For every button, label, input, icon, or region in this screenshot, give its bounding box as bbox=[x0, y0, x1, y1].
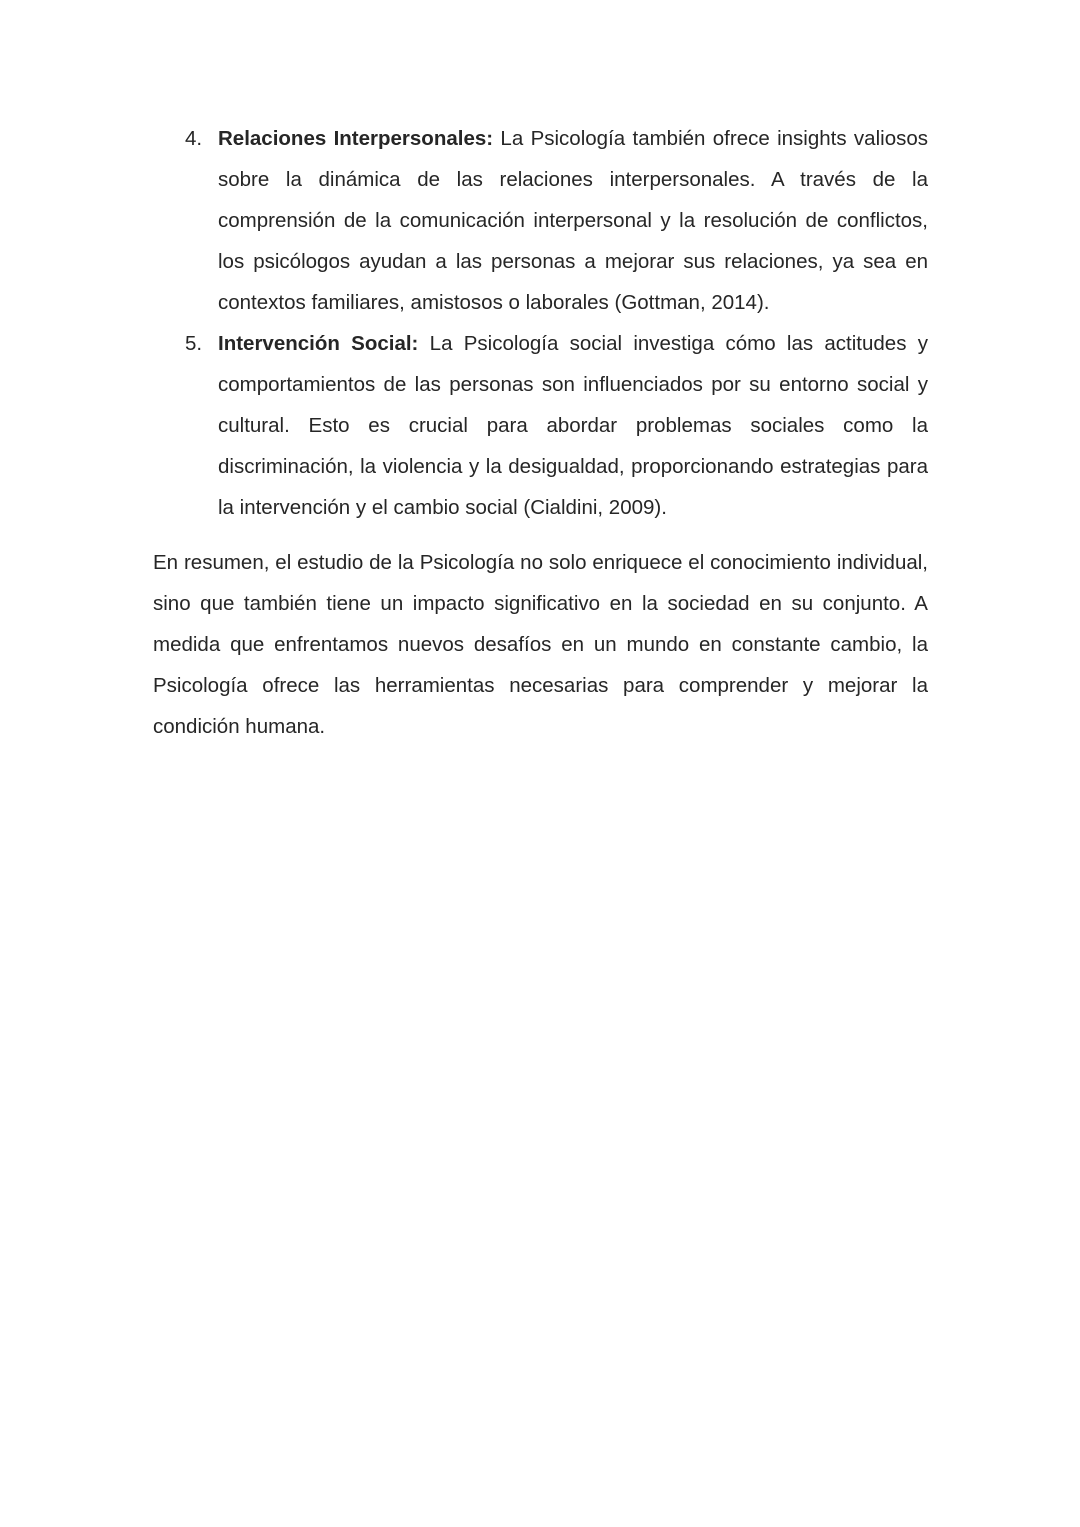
list-item bbox=[153, 323, 928, 528]
list-item-text bbox=[218, 323, 928, 528]
list-item-lead-label: Intervención Social: bbox=[218, 332, 419, 355]
list-item-lead-label: Relaciones Interpersonales: bbox=[218, 127, 494, 150]
list-item-body-text: La Psicología social investiga cómo las actitudes y comportamientos de las personas son influenciados por su entorno social y cultural. Esto es crucial para abordar problemas sociales como la discriminación, la violencia y la desigualdad, proporcionando estrategias para la intervención y el cambio social (Cialdini, 2009). bbox=[218, 332, 928, 519]
list-item-marker: 4. bbox=[185, 127, 203, 150]
list-item-text bbox=[218, 118, 928, 323]
list-item bbox=[153, 118, 928, 323]
closing-paragraph: En resumen, el estudio de la Psicología no solo enriquece el conocimiento individual, sino que también tiene un impacto significativo en la sociedad en su conjunto. A medida que enfrentamos nuevos desafíos en un mundo en constante cambio, la Psicología ofrece las herramientas necesarias para comprender y mejorar la condición humana. bbox=[153, 551, 928, 738]
document-body bbox=[153, 118, 928, 747]
list-item-body-text: La Psicología también ofrece insights valiosos sobre la dinámica de las relaciones interpersonales. A través de la comprensión de la comunicación interpersonal y la resolución de conflictos, los psicólogos ayudan a las personas a mejorar sus relaciones, ya sea en contextos familiares, amistosos o laborales (Gottman, 2014). bbox=[218, 127, 928, 314]
numbered-list bbox=[153, 118, 928, 528]
list-item-marker: 5. bbox=[185, 332, 203, 355]
